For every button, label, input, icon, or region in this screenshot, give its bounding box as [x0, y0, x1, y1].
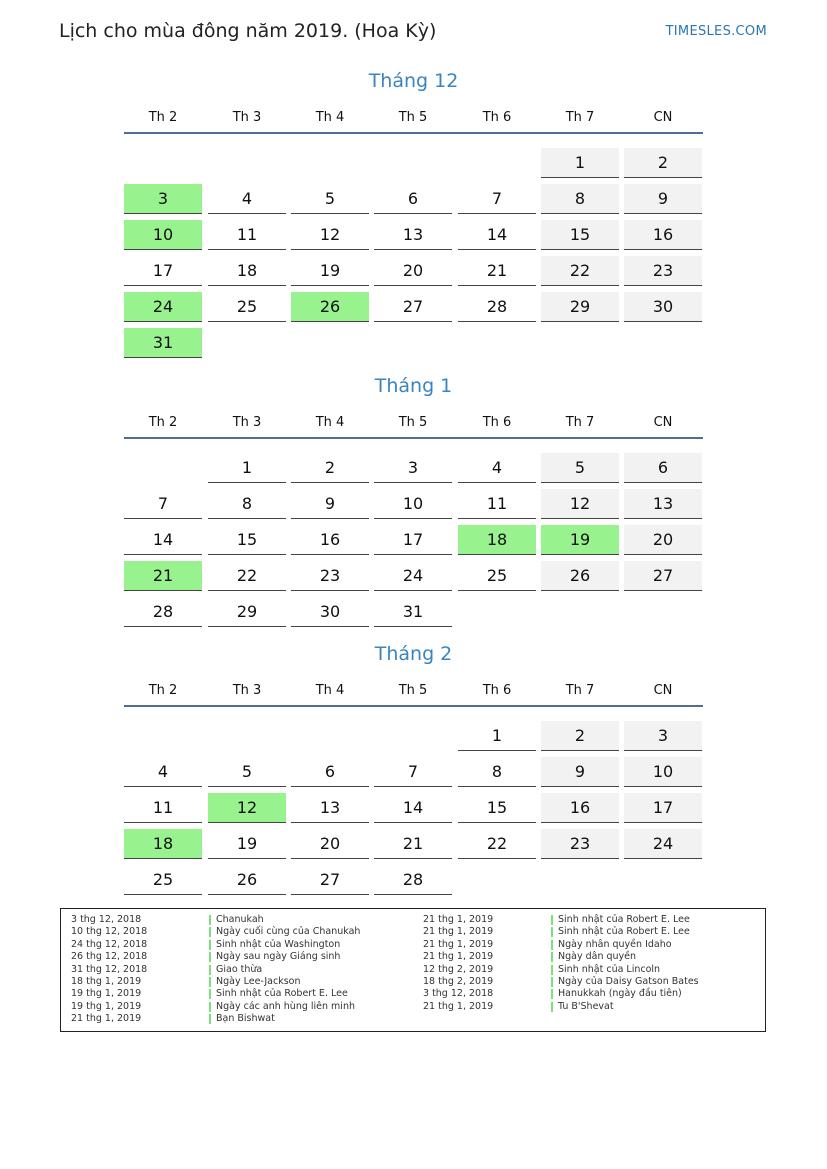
day-cell[interactable]: 24	[624, 829, 702, 859]
day-cell[interactable]: 16	[624, 220, 702, 250]
day-cell[interactable]: 2	[291, 453, 369, 483]
header-divider	[124, 437, 703, 439]
day-cell[interactable]: 13	[624, 489, 702, 519]
holiday-day-cell[interactable]: 18	[458, 525, 536, 555]
day-cell[interactable]: 22	[458, 829, 536, 859]
legend-date: 21 thg 1, 2019	[423, 914, 494, 925]
weekday-header	[124, 683, 703, 703]
day-cell[interactable]: 25	[124, 865, 202, 895]
weekday-label: Th 5	[398, 415, 428, 430]
legend-date: 21 thg 1, 2019	[71, 1013, 142, 1025]
day-cell[interactable]: 8	[208, 489, 286, 519]
day-cell[interactable]: 7	[374, 757, 452, 787]
day-cell[interactable]: 17	[124, 256, 202, 286]
day-cell[interactable]: 11	[124, 793, 202, 823]
weekday-header	[124, 110, 703, 130]
weekday-label: Th 3	[232, 415, 262, 430]
day-cell[interactable]: 13	[291, 793, 369, 823]
day-cell[interactable]: 9	[291, 489, 369, 519]
day-cell[interactable]: 20	[374, 256, 452, 286]
header-divider	[124, 705, 703, 707]
day-cell[interactable]: 19	[291, 256, 369, 286]
legend-date: 12 thg 2, 2019	[423, 963, 494, 975]
day-cell[interactable]: 10	[374, 489, 452, 519]
legend-date: 21 thg 1, 2019	[423, 1000, 494, 1012]
day-cell[interactable]: 2	[541, 721, 619, 751]
day-cell[interactable]: 27	[291, 865, 369, 895]
day-cell[interactable]: 29	[541, 292, 619, 322]
day-cell[interactable]: 15	[541, 220, 619, 250]
weekday-label: Th 5	[398, 110, 428, 125]
day-cell[interactable]: 5	[541, 453, 619, 483]
legend-holiday-name: Ngày sau ngày Giáng sinh	[209, 951, 340, 962]
day-cell[interactable]: 20	[291, 829, 369, 859]
day-cell[interactable]: 17	[624, 793, 702, 823]
weekday-label: Th 6	[482, 110, 512, 125]
legend-date: 3 thg 12, 2018	[71, 914, 142, 925]
legend-date: 3 thg 12, 2018	[423, 988, 494, 1000]
day-cell[interactable]: 3	[624, 721, 702, 751]
day-cell[interactable]: 8	[541, 184, 619, 214]
day-cell[interactable]: 3	[374, 453, 452, 483]
legend-holiday-name: Ngày của Daisy Gatson Bates	[551, 976, 699, 987]
weekday-label: Th 5	[398, 683, 428, 698]
holiday-day-cell[interactable]: 24	[124, 292, 202, 322]
weekday-label: CN	[653, 683, 673, 698]
legend-date: 31 thg 12, 2018	[71, 963, 148, 975]
legend-date: 19 thg 1, 2019	[71, 1000, 142, 1012]
weekday-label: Th 4	[315, 683, 345, 698]
day-cell[interactable]: 29	[208, 597, 286, 627]
day-cell[interactable]: 10	[624, 757, 702, 787]
weekday-label: Th 2	[148, 415, 178, 430]
holiday-day-cell[interactable]: 21	[124, 561, 202, 591]
day-cell[interactable]: 20	[624, 525, 702, 555]
day-cell[interactable]: 11	[458, 489, 536, 519]
holiday-day-cell[interactable]: 31	[124, 328, 202, 358]
day-cell[interactable]: 12	[291, 220, 369, 250]
legend-date: 21 thg 1, 2019	[423, 926, 494, 938]
legend-holiday-name: Ngày dân quyền	[551, 951, 636, 962]
day-cell[interactable]: 21	[458, 256, 536, 286]
day-cell[interactable]: 26	[208, 865, 286, 895]
legend-date: 21 thg 1, 2019	[423, 951, 494, 963]
day-cell[interactable]: 23	[624, 256, 702, 286]
day-cell[interactable]: 23	[541, 829, 619, 859]
day-cell[interactable]: 30	[291, 597, 369, 627]
legend-left-dates	[71, 914, 147, 1026]
legend-holiday-name: Bạn Bishwat	[209, 1013, 275, 1024]
weekday-label: Th 6	[482, 683, 512, 698]
weekday-label: Th 3	[232, 683, 262, 698]
legend-date: 18 thg 2, 2019	[423, 975, 494, 987]
legend-date: 24 thg 12, 2018	[71, 938, 148, 950]
day-cell[interactable]: 5	[291, 184, 369, 214]
day-cell[interactable]: 22	[541, 256, 619, 286]
day-cell[interactable]: 16	[541, 793, 619, 823]
weekday-header	[124, 415, 703, 435]
weekday-label: Th 3	[232, 110, 262, 125]
legend-left-names	[209, 914, 360, 1026]
holiday-legend	[60, 908, 766, 1032]
weekday-label: Th 2	[148, 683, 178, 698]
month-title: Tháng 12	[368, 70, 459, 92]
day-cell[interactable]: 6	[374, 184, 452, 214]
day-cell[interactable]: 6	[291, 757, 369, 787]
month-calendar	[124, 70, 703, 352]
day-cell[interactable]: 1	[458, 721, 536, 751]
day-cell[interactable]: 14	[458, 220, 536, 250]
day-cell[interactable]: 6	[624, 453, 702, 483]
day-cell[interactable]: 14	[124, 525, 202, 555]
page-title: Lịch cho mùa đông năm 2019. (Hoa Kỳ)	[59, 20, 437, 42]
legend-right-names	[551, 914, 699, 1013]
day-cell[interactable]: 4	[124, 757, 202, 787]
legend-holiday-name: Sinh nhật của Washington	[209, 939, 340, 950]
legend-holiday-name: Ngày các anh hùng liên minh	[209, 1001, 355, 1012]
legend-date: 18 thg 1, 2019	[71, 975, 142, 987]
day-cell[interactable]: 15	[458, 793, 536, 823]
legend-holiday-name: Ngày cuối cùng của Chanukah	[209, 926, 360, 937]
holiday-day-cell[interactable]: 12	[208, 793, 286, 823]
legend-date: 21 thg 1, 2019	[423, 938, 494, 950]
weekday-label: Th 6	[482, 415, 512, 430]
day-cell[interactable]: 22	[208, 561, 286, 591]
month-calendar	[124, 643, 703, 889]
day-cell[interactable]: 11	[208, 220, 286, 250]
weekday-label: Th 7	[565, 683, 595, 698]
day-cell[interactable]: 8	[458, 757, 536, 787]
day-cell[interactable]: 7	[458, 184, 536, 214]
legend-holiday-name: Ngày Lee-Jackson	[209, 976, 301, 987]
holiday-day-cell[interactable]: 3	[124, 184, 202, 214]
day-cell[interactable]: 9	[541, 757, 619, 787]
day-cell[interactable]: 28	[124, 597, 202, 627]
day-cell[interactable]: 1	[541, 148, 619, 178]
day-cell[interactable]: 2	[624, 148, 702, 178]
day-cell[interactable]: 31	[374, 597, 452, 627]
day-cell[interactable]: 25	[208, 292, 286, 322]
day-cell[interactable]: 27	[624, 561, 702, 591]
day-cell[interactable]: 17	[374, 525, 452, 555]
weekday-label: Th 4	[315, 110, 345, 125]
month-calendar	[124, 375, 703, 621]
site-link[interactable]: TIMESLES.COM	[665, 24, 767, 39]
weekday-label: Th 2	[148, 110, 178, 125]
legend-holiday-name: Sinh nhật của Robert E. Lee	[209, 988, 348, 999]
holiday-day-cell[interactable]: 10	[124, 220, 202, 250]
day-cell[interactable]: 12	[541, 489, 619, 519]
legend-holiday-name: Sinh nhật của Robert E. Lee	[551, 914, 690, 925]
day-cell[interactable]: 21	[374, 829, 452, 859]
day-cell[interactable]: 23	[291, 561, 369, 591]
day-cell[interactable]: 9	[624, 184, 702, 214]
weekday-label: CN	[653, 415, 673, 430]
day-cell[interactable]: 4	[458, 453, 536, 483]
header-divider	[124, 132, 703, 134]
weekday-label: Th 4	[315, 415, 345, 430]
day-cell[interactable]: 26	[541, 561, 619, 591]
weekday-label: CN	[653, 110, 673, 125]
day-cell[interactable]: 24	[374, 561, 452, 591]
day-cell[interactable]: 16	[291, 525, 369, 555]
legend-holiday-name: Hanukkah (ngày đầu tiên)	[551, 988, 682, 999]
day-cell[interactable]: 28	[458, 292, 536, 322]
day-cell[interactable]: 25	[458, 561, 536, 591]
day-cell[interactable]: 7	[124, 489, 202, 519]
legend-holiday-name: Giao thừa	[209, 964, 262, 975]
day-cell[interactable]: 15	[208, 525, 286, 555]
day-cell[interactable]: 1	[208, 453, 286, 483]
day-cell[interactable]: 27	[374, 292, 452, 322]
holiday-day-cell[interactable]: 18	[124, 829, 202, 859]
legend-right-dates	[423, 914, 493, 1013]
day-cell[interactable]: 19	[208, 829, 286, 859]
legend-holiday-name: Chanukah	[209, 914, 264, 925]
day-cell[interactable]: 30	[624, 292, 702, 322]
holiday-day-cell[interactable]: 26	[291, 292, 369, 322]
weekday-label: Th 7	[565, 415, 595, 430]
legend-holiday-name: Ngày nhân quyền Idaho	[551, 939, 672, 950]
legend-date: 26 thg 12, 2018	[71, 951, 148, 963]
day-cell[interactable]: 4	[208, 184, 286, 214]
day-cell[interactable]: 13	[374, 220, 452, 250]
day-cell[interactable]: 28	[374, 865, 452, 895]
month-title: Tháng 1	[374, 375, 453, 397]
legend-date: 10 thg 12, 2018	[71, 926, 148, 938]
legend-holiday-name: Sinh nhật của Robert E. Lee	[551, 926, 690, 937]
day-cell[interactable]: 5	[208, 757, 286, 787]
legend-holiday-name: Tu B'Shevat	[551, 1001, 614, 1012]
legend-holiday-name: Sinh nhật của Lincoln	[551, 964, 660, 975]
month-title: Tháng 2	[374, 643, 453, 665]
weekday-label: Th 7	[565, 110, 595, 125]
holiday-day-cell[interactable]: 19	[541, 525, 619, 555]
day-cell[interactable]: 18	[208, 256, 286, 286]
legend-date: 19 thg 1, 2019	[71, 988, 142, 1000]
day-cell[interactable]: 14	[374, 793, 452, 823]
